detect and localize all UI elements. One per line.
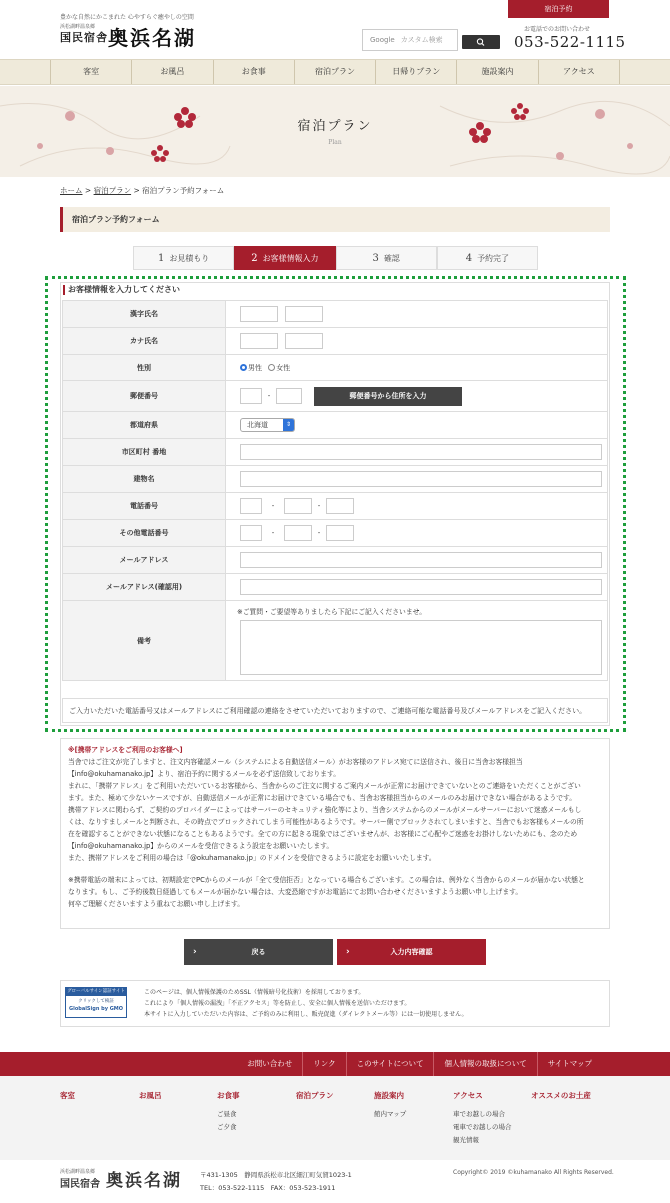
footer-col-rooms bbox=[60, 1090, 75, 1108]
step-label: お客様情報入力 bbox=[262, 254, 319, 263]
building-input[interactable] bbox=[240, 471, 602, 487]
tel-1-input[interactable] bbox=[240, 498, 262, 514]
label-tel: 電話番号 bbox=[63, 493, 226, 520]
search-button[interactable] bbox=[462, 35, 500, 49]
footer-col-heading[interactable]: 宿泊プラン bbox=[296, 1091, 334, 1100]
step-label: 予約完了 bbox=[477, 254, 510, 263]
footer-col-heading[interactable]: 客室 bbox=[60, 1091, 75, 1100]
zip-dash: - bbox=[267, 392, 271, 400]
ssl-line: このページは、個人情報保護のためSSL（情報暗号化技術）を採用しております。 bbox=[144, 989, 365, 996]
customer-form-table bbox=[62, 300, 608, 681]
footer-link-bar bbox=[0, 1052, 670, 1076]
label-email: メールアドレス bbox=[63, 547, 226, 574]
nav-item-bath[interactable]: お風呂 bbox=[132, 60, 213, 84]
kanji-first-name-input[interactable] bbox=[285, 306, 323, 322]
label-zip: 郵便番号 bbox=[63, 381, 226, 412]
email-input[interactable] bbox=[240, 552, 602, 568]
footer-link-privacy[interactable]: 個人情報の取扱について bbox=[433, 1052, 536, 1076]
label-building: 建物名 bbox=[63, 466, 226, 493]
step-number: 4 bbox=[465, 253, 473, 264]
contact-note: ご入力いただいた電話番号又はメールアドレスにご利用確認の連絡をさせていただいておりますので、ご連絡可能な電話番号及びメールアドレスをご記入ください。 bbox=[62, 698, 608, 723]
footer-link-links[interactable]: リンク bbox=[302, 1052, 345, 1076]
notice-title: ※[携帯アドレスをご利用のお客様へ] bbox=[68, 746, 183, 754]
tel2-3-input[interactable] bbox=[326, 525, 354, 541]
step-confirm bbox=[336, 246, 437, 270]
remarks-textarea[interactable] bbox=[240, 620, 602, 675]
copyright: Copyright© 2019 ©kuhamanako All Rights Reserved. bbox=[453, 1169, 614, 1176]
footer-link-sightseeing[interactable]: 観光情報 bbox=[453, 1136, 479, 1144]
ssl-line: 本サイトに入力していただいた内容は、ご予約のみに利用し、販売促進（ダイレクトメール等）には一切使用しません。 bbox=[144, 1011, 468, 1018]
kanji-last-name-input[interactable] bbox=[240, 306, 278, 322]
step-number: 2 bbox=[251, 253, 258, 264]
zip-second-input[interactable] bbox=[276, 388, 302, 404]
seal-brand: GlobalSign by GMO bbox=[69, 1006, 124, 1012]
prefecture-value: 北海道 bbox=[247, 421, 268, 429]
confirm-button-label: 入力内容確認 bbox=[390, 948, 433, 956]
confirm-button[interactable] bbox=[337, 939, 486, 965]
nav-item-day-plan[interactable]: 日帰りプラン bbox=[376, 60, 457, 84]
globalsign-seal[interactable] bbox=[65, 987, 127, 1018]
ssl-text bbox=[144, 987, 468, 1020]
step-label: お見積もり bbox=[169, 254, 210, 263]
footer-logo-caption: 浜松湖畔温泉郷 bbox=[60, 1169, 96, 1175]
footer-link-contact[interactable]: お問い合わせ bbox=[247, 1059, 293, 1068]
label-remarks: 備考 bbox=[63, 601, 226, 681]
notice-line: 当舎ではご注文が完了しますと、注文内容確認メール（システムによる自動送信メール）がお客様のアドレス宛てに送信され、後日に当舎お客様担当 bbox=[68, 758, 523, 766]
label-city: 市区町村 番地 bbox=[63, 439, 226, 466]
page-banner bbox=[0, 86, 670, 177]
nav-item-facilities[interactable]: 施設案内 bbox=[457, 60, 538, 84]
prefecture-select[interactable] bbox=[240, 418, 295, 432]
search-icon bbox=[462, 35, 500, 49]
step-estimate bbox=[133, 246, 234, 270]
label-kanji-name: 漢字氏名 bbox=[63, 301, 226, 328]
footer-col-heading[interactable]: アクセス bbox=[453, 1091, 483, 1100]
footer-logo-text: 国民宿舎 bbox=[60, 1179, 100, 1190]
notice-line: 携帯アドレスに関わらず、ご契約のプロバイダーによってはサーバーのセキュリティ強化等により、当舎システムからのメールがメールサーバーにおいて迷惑メールもし bbox=[68, 806, 582, 814]
breadcrumb-separator: > bbox=[133, 186, 140, 195]
footer-col-heading[interactable]: 施設案内 bbox=[374, 1091, 404, 1100]
footer-logo-brush: 奥浜名湖 bbox=[106, 1171, 182, 1191]
search-input[interactable] bbox=[362, 29, 458, 51]
city-address-input[interactable] bbox=[240, 444, 602, 460]
footer-link-by-car[interactable]: 車でお越しの場合 bbox=[453, 1110, 505, 1118]
label-gender: 性別 bbox=[63, 355, 226, 381]
progress-steps bbox=[133, 246, 538, 270]
footer-col-heading[interactable]: お食事 bbox=[217, 1091, 240, 1100]
footer-link-sitemap[interactable]: サイトマップ bbox=[537, 1052, 602, 1076]
logo-brush-text[interactable]: 奥浜名湖 bbox=[108, 26, 196, 50]
logo-text[interactable]: 国民宿舎 bbox=[60, 31, 108, 44]
kana-first-name-input[interactable] bbox=[285, 333, 323, 349]
footer-col-meals bbox=[217, 1090, 240, 1134]
notice-line: 【info@okuhamanako.jp】からのメールを受信できるよう設定をお願いいたします。 bbox=[68, 842, 334, 850]
notice-spacer bbox=[68, 864, 602, 874]
notice-line: まれに、「携帯アドレス」をご利用いただいているお客様から、当舎からのご注文に関するご案内メールが正常にお届けできていないとのご連絡をいただくことがござい bbox=[68, 782, 581, 790]
nav-item-rooms[interactable]: 客室 bbox=[50, 60, 132, 84]
page-title: 宿泊プラン bbox=[297, 119, 373, 134]
gender-male-label: 男性 bbox=[248, 363, 262, 372]
step-label: 確認 bbox=[383, 254, 400, 263]
notice-line: また、携帯アドレスをご利用の場合は「@okuhamanako.jp」のドメインを受信できるように設定をお願いいたします。 bbox=[68, 854, 436, 862]
seal-top: グローバルサイン認証サイト bbox=[67, 989, 125, 994]
nav-item-stay-plan[interactable]: 宿泊プラン bbox=[295, 60, 376, 84]
remarks-hint: ※ご質問・ご要望等ありましたら下記にご記入くださいませ。 bbox=[237, 608, 427, 616]
zip-lookup-button[interactable]: 郵便番号から住所を入力 bbox=[314, 387, 462, 406]
email-confirm-input[interactable] bbox=[240, 579, 602, 595]
phone-note: お電話でのお問い合わせ bbox=[524, 26, 591, 33]
notice-line: 在を確認することができない状態になることもあるようです。全ての方に起きる現象ではございませんが、お客様にご心配やご迷惑をお掛けしないためにも、念のため bbox=[68, 830, 578, 838]
kana-last-name-input[interactable] bbox=[240, 333, 278, 349]
back-button[interactable] bbox=[184, 939, 333, 965]
notice-line: ※携帯電話の端末によっては、初期設定でPCからのメールが「全て受信拒否」となっている場合もございます。この場合は、例外なく当舎からのメールが届かない状態と bbox=[68, 876, 585, 884]
tel2-dash: - bbox=[317, 529, 321, 537]
label-email-confirm: メールアドレス(確認用) bbox=[63, 574, 226, 601]
search-placeholder: カスタム検索 bbox=[400, 36, 443, 44]
breadcrumb-plan[interactable]: 宿泊プラン bbox=[93, 186, 132, 195]
gender-female-radio[interactable] bbox=[268, 364, 275, 371]
notice-line: 【info@okuhamanako.jp】より、宿泊予約に関するメールを必ず送信致しております。 bbox=[68, 770, 340, 778]
site-header bbox=[0, 0, 670, 58]
phone-number: 053-522-1115 bbox=[514, 33, 626, 51]
step-customer-info bbox=[234, 246, 335, 270]
tel2-1-input[interactable] bbox=[240, 525, 262, 541]
zip-first-input[interactable] bbox=[240, 388, 262, 404]
gender-female-label: 女性 bbox=[276, 363, 291, 372]
footer-col-heading[interactable]: オススメのお土産 bbox=[531, 1091, 591, 1100]
form-heading: お客様情報を入力してください bbox=[63, 285, 180, 295]
breadcrumb-current: 宿泊プラン予約フォーム bbox=[142, 186, 225, 195]
mobile-notice bbox=[60, 738, 610, 929]
tel2-2-input[interactable] bbox=[284, 525, 312, 541]
label-tel2: その他電話番号 bbox=[63, 520, 226, 547]
tel-fax-line: TEL：053-522-1115 FAX：053-523-1911 bbox=[200, 1184, 336, 1192]
section-title: 宿泊プラン予約フォーム bbox=[60, 207, 610, 232]
footer-address bbox=[200, 1169, 352, 1195]
footer-link-dinner[interactable]: ご夕食 bbox=[217, 1123, 237, 1131]
step-complete bbox=[437, 246, 538, 270]
logo-caption: 浜松湖畔温泉郷 bbox=[60, 24, 96, 30]
reserve-tab[interactable]: 宿泊予約 bbox=[508, 0, 609, 18]
nav-item-access[interactable]: アクセス bbox=[539, 60, 620, 84]
footer-col-bath bbox=[139, 1090, 162, 1108]
select-arrows-icon: ⇕ bbox=[283, 419, 294, 431]
page-subtitle: Plan bbox=[328, 139, 342, 146]
tel2-dash: - bbox=[271, 529, 275, 537]
breadcrumb bbox=[60, 185, 224, 196]
tel-dash: - bbox=[271, 502, 275, 510]
seal-verify: クリックして検証 bbox=[78, 999, 114, 1004]
chevron-right-icon: › bbox=[193, 947, 197, 957]
nav-item-meals[interactable]: お食事 bbox=[214, 60, 295, 84]
step-number: 1 bbox=[157, 253, 165, 264]
notice-line: ます。また、極めて少ないケースですが、自動送信メールが正常にお届けできている場合でも、当舎お客様担当からのメールのみお届けできない場合があるようです。 bbox=[68, 794, 577, 802]
chevron-right-icon: › bbox=[346, 947, 350, 957]
ssl-line: これにより「個人情報の漏洩」「不正アクセス」等を防止し、安全に個人情報を送信いただけます。 bbox=[144, 1000, 411, 1007]
footer-col-heading[interactable]: お風呂 bbox=[139, 1091, 162, 1100]
tagline: 豊かな自然にかこまれた 心やすらぐ癒やしの空間 bbox=[60, 14, 194, 21]
footer-col-facilities bbox=[374, 1090, 406, 1121]
footer-link-floor-map[interactable]: 館内マップ bbox=[374, 1110, 407, 1118]
footer-col-stay-plan bbox=[296, 1090, 334, 1108]
notice-line: くは、なりすましメールと判断され、その時点でブロックされてしまう可能性があるようです。サーバー側でブロックされてしまいますと、当舎でもお客様もメールの所 bbox=[68, 818, 584, 826]
breadcrumb-separator: > bbox=[84, 186, 92, 195]
footer-col-souvenirs bbox=[531, 1090, 591, 1108]
footer-link-lunch[interactable]: ご昼食 bbox=[217, 1110, 237, 1118]
footer-col-access bbox=[453, 1090, 512, 1147]
footer-link-about[interactable]: このサイトについて bbox=[346, 1052, 434, 1076]
notice-line: 何卒ご理解くださいますよう重ねてお願い申し上げます。 bbox=[68, 900, 245, 908]
global-nav bbox=[0, 59, 670, 85]
step-number: 3 bbox=[372, 253, 379, 264]
label-prefecture: 都道府県 bbox=[63, 412, 226, 439]
footer-link-by-train[interactable]: 電車でお越しの場合 bbox=[453, 1123, 512, 1131]
tel-2-input[interactable] bbox=[284, 498, 312, 514]
address-line: 〒431-1305 静岡県浜松市北区細江町気賀1023-1 bbox=[200, 1171, 352, 1179]
tel-3-input[interactable] bbox=[326, 498, 354, 514]
breadcrumb-home[interactable]: ホーム bbox=[60, 186, 83, 195]
footer-sitemap bbox=[0, 1076, 670, 1160]
back-button-label: 戻る bbox=[251, 948, 266, 956]
label-kana-name: カナ氏名 bbox=[63, 328, 226, 355]
tel-dash: - bbox=[317, 502, 321, 510]
notice-line: なります。もし、ご予約後数日経過してもメールが届かない場合は、大変恐縮ですがお電話にてお問い合わせくださいますようお願い申し上げます。 bbox=[68, 888, 523, 896]
gender-male-radio[interactable] bbox=[240, 364, 247, 371]
google-brand: Google bbox=[370, 36, 395, 44]
